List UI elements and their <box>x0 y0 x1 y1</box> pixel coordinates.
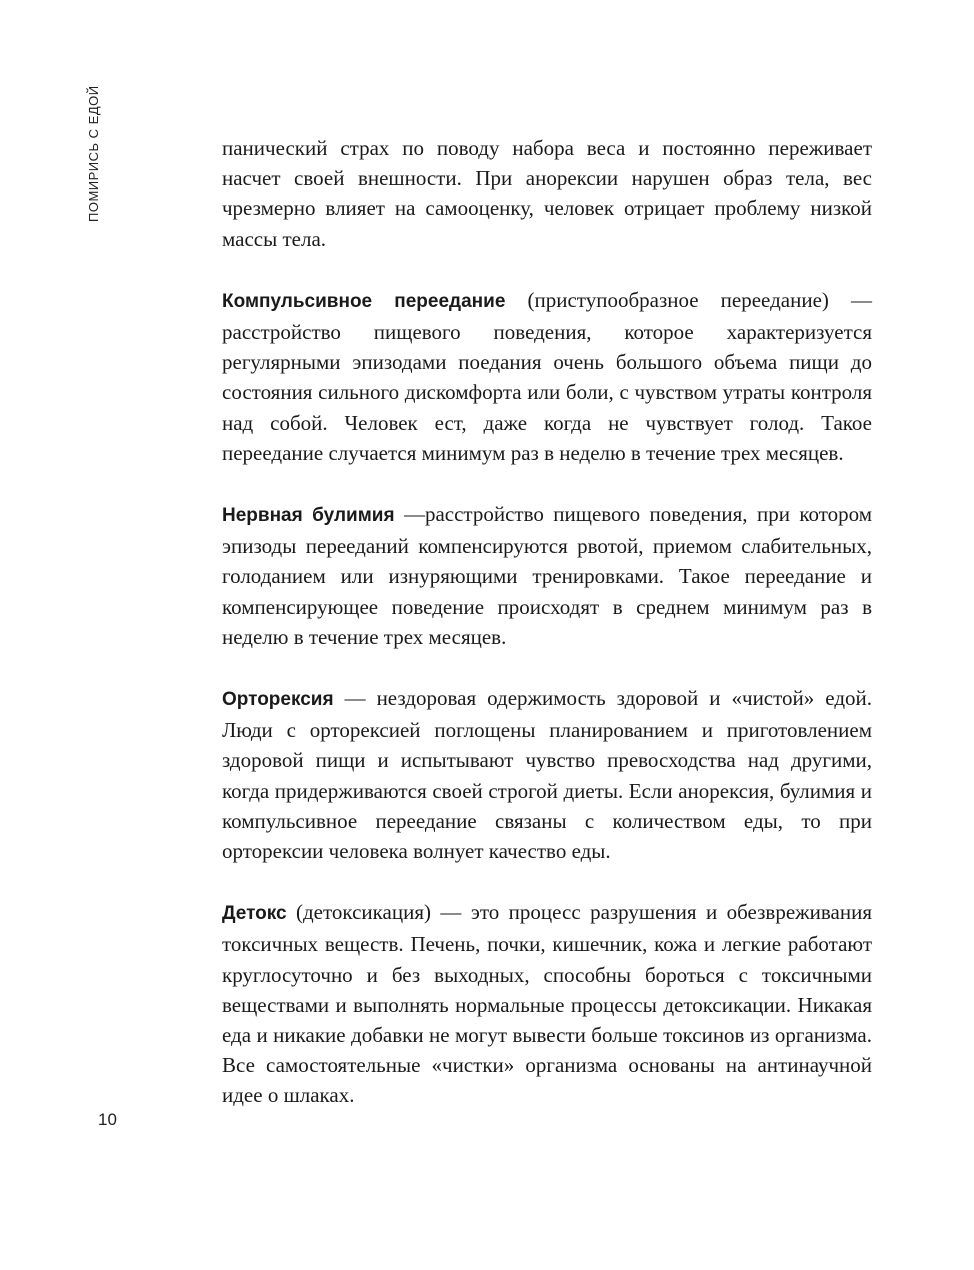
body-text <box>222 133 872 1142</box>
paragraph-orthorexia <box>222 683 872 866</box>
term-orthorexia: Орторексия <box>222 689 334 711</box>
paragraph-text: (детоксикация) — это процесс разрушения и обезвреживания токсичных веществ. Печень, почки, кишечник, кожа и легкие работают круглосуточно и без выходных, способны бороться с токсичными веществами и выполнять нормальные процессы детоксикации. Никакая еда и никакие добавки не могут вывести больше токсинов из организма. Все самостоятельные «чистки» организма основаны на антинаучной идее о шлаках. <box>222 900 872 1108</box>
paragraph-anorexia-continued <box>222 133 872 254</box>
term-bulimia: Нервная булимия <box>222 505 395 527</box>
paragraph-text: (приступообразное переедание) — расстройство пищевого поведения, которое характеризуется регулярными эпизодами поедания очень большого объема пищи до состояния сильного дискомфорта или боли, с чувством утраты контроля над собой. Человек ест, даже когда не чувствует голод. Такое переедание случается минимум раз в неделю в течение трех месяцев. <box>222 287 872 465</box>
paragraph-binge-eating <box>222 285 872 468</box>
running-head: ПОМИРИСЬ С ЕДОЙ <box>86 85 101 222</box>
paragraph-text: панический страх по поводу набора веса и постоянно переживает насчет своей внешности. При анорексии нарушен образ тела, вес чрезмерно влияет на самооценку, человек отрицает проблему низкой массы тела. <box>222 136 872 251</box>
paragraph-text: —расстройство пищевого поведения, при котором эпизоды перееданий компенсируются рвотой, приемом слабительных, голоданием или изнуряющими тренировками. Такое переедание и компенсирующее поведение происходят в среднем минимум раз в неделю в течение трех месяцев. <box>222 502 873 649</box>
term-binge-eating: Компульсивное переедание <box>222 290 506 312</box>
paragraph-bulimia <box>222 499 872 652</box>
paragraph-text: — нездоровая одержимость здоровой и «чистой» едой. Люди с орторексией поглощены планированием и приготовлением здоровой пищи и испытывают чувство превосходства над другими, когда придерживаются своей строгой диеты. Если анорексия, булимия и компульсивное переедание связаны с количеством еды, то при орторексии человека волнует качество еды. <box>222 686 872 864</box>
paragraph-detox <box>222 897 872 1110</box>
page-number: 10 <box>98 1110 117 1129</box>
term-detox: Детокс <box>222 903 287 925</box>
